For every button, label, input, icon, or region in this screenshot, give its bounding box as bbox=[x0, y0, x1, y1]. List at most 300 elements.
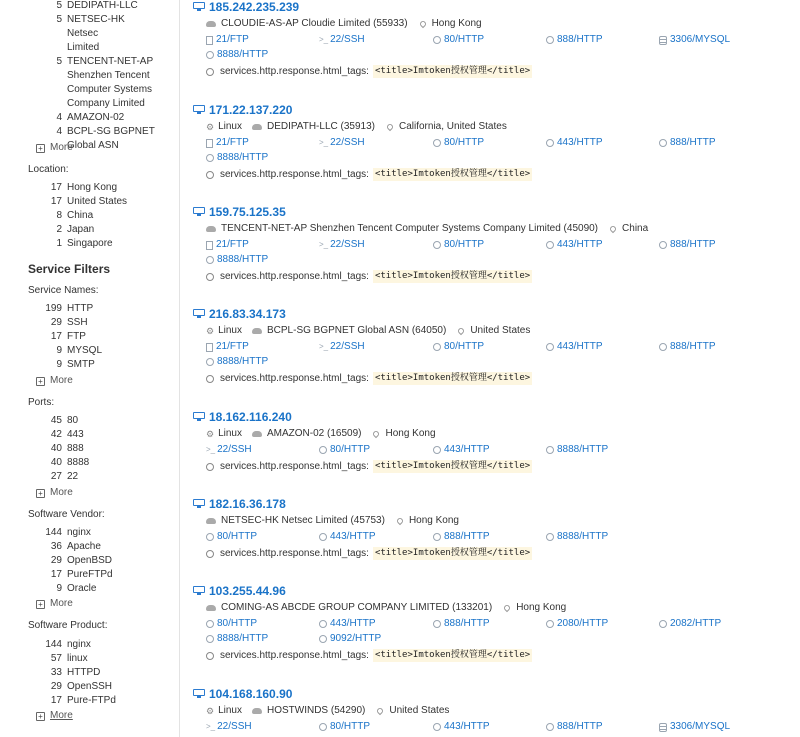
globe-icon bbox=[319, 620, 327, 628]
host-icon bbox=[193, 105, 205, 115]
os-info bbox=[206, 325, 242, 337]
html-tag-match bbox=[206, 649, 532, 662]
host-icon bbox=[193, 2, 205, 12]
result-ip[interactable]: 216.83.34.173 bbox=[209, 307, 286, 321]
service-link[interactable] bbox=[659, 239, 716, 251]
software-vendor-filter-item[interactable] bbox=[0, 568, 180, 582]
service-link[interactable] bbox=[206, 239, 249, 251]
result-card bbox=[193, 205, 793, 305]
filter-label: Oracle bbox=[67, 583, 97, 594]
expand-icon: + bbox=[36, 712, 45, 721]
more-link[interactable] bbox=[36, 598, 73, 610]
expand-icon: + bbox=[36, 144, 45, 153]
service-link[interactable] bbox=[433, 531, 490, 543]
globe-icon bbox=[546, 446, 554, 454]
result-ip[interactable]: 182.16.36.178 bbox=[209, 497, 286, 511]
globe-icon bbox=[659, 343, 667, 351]
cloud-icon bbox=[252, 328, 262, 334]
service-label: 8888/HTTP bbox=[217, 633, 269, 644]
file-icon bbox=[206, 343, 213, 352]
port-filter-item[interactable] bbox=[0, 456, 180, 470]
filter-section-label: Software Vendor: bbox=[28, 509, 105, 520]
filter-count bbox=[0, 97, 67, 111]
service-link[interactable] bbox=[319, 633, 381, 645]
location-info bbox=[395, 515, 459, 527]
location-name: California, United States bbox=[398, 121, 507, 132]
software-product-filter-item[interactable] bbox=[0, 638, 180, 652]
filter-count bbox=[0, 83, 67, 97]
filter-count: 17 bbox=[50, 331, 62, 342]
service-link[interactable] bbox=[546, 239, 603, 251]
result-ip[interactable]: 103.255.44.96 bbox=[209, 584, 286, 598]
globe-icon bbox=[433, 723, 441, 731]
service-link[interactable] bbox=[319, 444, 370, 456]
filter-count: 42 bbox=[50, 429, 62, 440]
as-filter-group bbox=[0, 0, 180, 153]
software-product-filter-item[interactable] bbox=[0, 666, 180, 680]
service-label: 8888/HTTP bbox=[217, 356, 269, 367]
software-vendor-filter-item[interactable] bbox=[0, 540, 180, 554]
host-icon-screen bbox=[193, 586, 205, 593]
result-ip[interactable]: 104.168.160.90 bbox=[209, 687, 293, 701]
as-filter-item[interactable] bbox=[0, 125, 180, 139]
result-ip-link[interactable] bbox=[193, 307, 286, 321]
filter-label: Apache bbox=[67, 541, 101, 552]
as-filter-item[interactable] bbox=[0, 13, 180, 41]
asn-name: BCPL-SG BGPNET Global ASN (64050) bbox=[266, 325, 447, 336]
filter-section-label: Software Product: bbox=[28, 620, 108, 631]
result-ip-link[interactable] bbox=[193, 103, 292, 117]
filter-count: 17 bbox=[50, 695, 62, 706]
service-name-filter-item[interactable] bbox=[0, 358, 180, 372]
globe-icon bbox=[319, 723, 327, 731]
tag-field: services.http.response.html_tags: bbox=[220, 373, 369, 384]
service-link[interactable] bbox=[433, 137, 484, 149]
globe-icon bbox=[206, 51, 214, 59]
host-icon-screen bbox=[193, 499, 205, 506]
result-card bbox=[193, 584, 793, 684]
service-link[interactable] bbox=[206, 633, 268, 645]
service-label: 22/SSH bbox=[330, 34, 365, 45]
filter-label: nginx bbox=[67, 639, 91, 650]
tag-value: <title>Imtoken授权管理</title> bbox=[374, 271, 531, 281]
tag-value: <title>Imtoken授权管理</title> bbox=[374, 169, 531, 179]
location-name: United States bbox=[470, 325, 531, 336]
as-filter-item[interactable] bbox=[0, 0, 180, 13]
location-info bbox=[371, 428, 435, 440]
service-name-filter-item[interactable] bbox=[0, 316, 180, 330]
service-link[interactable] bbox=[433, 618, 490, 630]
asn-info bbox=[252, 121, 375, 133]
service-label: 443/HTTP bbox=[444, 721, 490, 732]
filter-count: 9 bbox=[56, 359, 62, 370]
location-filter-item[interactable] bbox=[0, 209, 180, 223]
service-label: 22/SSH bbox=[330, 341, 365, 352]
host-icon-stand bbox=[197, 9, 201, 11]
location-pin-icon bbox=[609, 225, 617, 233]
service-link[interactable] bbox=[433, 444, 490, 456]
filter-label: NETSEC-HK Netsec bbox=[67, 14, 125, 39]
terminal-icon: >_ bbox=[206, 445, 216, 454]
service-link[interactable] bbox=[659, 34, 730, 46]
result-ip[interactable]: 185.242.235.239 bbox=[209, 0, 300, 14]
result-ip-link[interactable] bbox=[193, 410, 292, 424]
asn-info bbox=[206, 18, 408, 30]
globe-icon bbox=[659, 241, 667, 249]
location-info bbox=[418, 18, 482, 30]
filter-count: 5 bbox=[56, 56, 62, 67]
globe-icon bbox=[206, 154, 214, 162]
location-pin-icon bbox=[372, 430, 380, 438]
service-link[interactable] bbox=[206, 34, 249, 46]
host-icon bbox=[193, 207, 205, 217]
host-icon bbox=[193, 499, 205, 509]
filter-label: AMAZON-02 bbox=[67, 112, 125, 123]
service-label: 8888/HTTP bbox=[217, 254, 269, 265]
location-info bbox=[375, 705, 449, 717]
cloud-icon bbox=[252, 708, 262, 714]
globe-icon bbox=[546, 241, 554, 249]
location-pin-icon bbox=[376, 707, 384, 715]
location-name: United States bbox=[389, 705, 450, 716]
service-label: 443/HTTP bbox=[330, 618, 376, 629]
file-icon bbox=[206, 241, 213, 250]
service-link[interactable] bbox=[433, 34, 484, 46]
service-name-filter-item[interactable] bbox=[0, 302, 180, 316]
filter-label: Global ASN bbox=[67, 140, 119, 151]
service-label: 888/HTTP bbox=[670, 239, 716, 250]
filter-section-label: Service Names: bbox=[28, 285, 99, 296]
globe-icon bbox=[433, 446, 441, 454]
asn-info bbox=[252, 325, 446, 337]
location-filter-item[interactable] bbox=[0, 195, 180, 209]
os-icon: ⚙ bbox=[206, 706, 215, 716]
service-name-filter-item[interactable] bbox=[0, 344, 180, 358]
search-icon bbox=[206, 375, 214, 383]
filter-count: 9 bbox=[56, 345, 62, 356]
host-icon-stand bbox=[197, 419, 201, 421]
service-link[interactable] bbox=[546, 341, 603, 353]
filter-label: Company Limited bbox=[67, 98, 145, 109]
filter-count: 17 bbox=[50, 569, 62, 580]
service-link[interactable] bbox=[433, 341, 484, 353]
os-name: Linux bbox=[218, 428, 242, 439]
service-label: 888/HTTP bbox=[444, 531, 490, 542]
service-link[interactable] bbox=[206, 721, 252, 733]
service-label: 2080/HTTP bbox=[557, 618, 609, 629]
asn-name: NETSEC-HK Netsec Limited (45753) bbox=[221, 515, 385, 526]
host-icon-screen bbox=[193, 689, 205, 696]
filter-count: 29 bbox=[50, 681, 62, 692]
filter-label: Singapore bbox=[67, 238, 113, 249]
as-filter-item[interactable] bbox=[0, 139, 180, 153]
asn-info bbox=[206, 602, 492, 614]
service-label: 888/HTTP bbox=[444, 618, 490, 629]
tag-field: services.http.response.html_tags: bbox=[220, 66, 369, 77]
globe-icon bbox=[546, 139, 554, 147]
service-label: 80/HTTP bbox=[444, 341, 485, 352]
filter-count: 33 bbox=[50, 667, 62, 678]
result-meta bbox=[206, 18, 492, 30]
cloud-icon bbox=[252, 431, 262, 437]
location-filter-item[interactable] bbox=[0, 237, 180, 251]
result-ip[interactable]: 18.162.116.240 bbox=[209, 410, 292, 424]
globe-icon bbox=[433, 533, 441, 541]
host-icon-screen bbox=[193, 207, 205, 214]
more-label: More bbox=[50, 598, 73, 609]
globe-icon bbox=[546, 36, 554, 44]
result-meta bbox=[206, 515, 469, 527]
service-label: 9092/HTTP bbox=[330, 633, 382, 644]
filter-label: OpenBSD bbox=[67, 555, 113, 566]
os-name: Linux bbox=[218, 325, 242, 336]
asn-info bbox=[252, 428, 361, 440]
service-link[interactable] bbox=[206, 341, 249, 353]
location-info bbox=[385, 121, 507, 133]
as-filter-item[interactable] bbox=[0, 55, 180, 69]
html-tag-match bbox=[206, 372, 532, 385]
os-icon: ⚙ bbox=[206, 326, 215, 336]
os-info bbox=[206, 428, 242, 440]
service-label: 443/HTTP bbox=[557, 137, 603, 148]
filter-label: DEDIPATH-LLC bbox=[67, 0, 138, 11]
file-icon bbox=[206, 139, 213, 148]
filter-label: SMTP bbox=[67, 359, 95, 370]
location-pin-icon bbox=[396, 517, 404, 525]
globe-icon bbox=[433, 241, 441, 249]
service-link[interactable] bbox=[659, 341, 716, 353]
service-link[interactable] bbox=[659, 721, 730, 733]
service-name-filter-item[interactable] bbox=[0, 330, 180, 344]
service-link[interactable] bbox=[319, 531, 376, 543]
globe-icon bbox=[206, 620, 214, 628]
host-icon bbox=[193, 309, 205, 319]
location-filter-item[interactable] bbox=[0, 223, 180, 237]
host-icon-stand bbox=[197, 112, 201, 114]
service-label: 888/HTTP bbox=[670, 341, 716, 352]
location-info bbox=[456, 325, 530, 337]
result-meta bbox=[206, 428, 446, 440]
service-link[interactable] bbox=[433, 239, 484, 251]
filter-label: 443 bbox=[67, 429, 84, 440]
database-icon bbox=[659, 36, 667, 45]
search-icon bbox=[206, 68, 214, 76]
service-name-filter-group bbox=[0, 302, 180, 372]
host-icon bbox=[193, 689, 205, 699]
service-link[interactable] bbox=[206, 618, 257, 630]
filter-count: 4 bbox=[56, 112, 62, 123]
filter-count: 17 bbox=[50, 196, 62, 207]
port-filter-item[interactable] bbox=[0, 442, 180, 456]
filter-label: HTTP bbox=[67, 303, 94, 314]
service-link[interactable] bbox=[206, 531, 257, 543]
service-link[interactable] bbox=[319, 721, 370, 733]
service-link[interactable] bbox=[433, 721, 490, 733]
location-filter-group bbox=[0, 181, 180, 251]
filter-label: Limited bbox=[67, 42, 100, 53]
software-product-filter-item[interactable] bbox=[0, 694, 180, 708]
tag-value: <title>Imtoken授权管理</title> bbox=[374, 66, 531, 76]
location-name: Hong Kong bbox=[408, 515, 459, 526]
filter-label: OpenSSH bbox=[67, 681, 113, 692]
filter-count bbox=[0, 41, 67, 55]
port-filter-item[interactable] bbox=[0, 428, 180, 442]
service-link[interactable] bbox=[659, 618, 721, 630]
os-name: Linux bbox=[218, 705, 242, 716]
service-label: 8888/HTTP bbox=[557, 531, 609, 542]
service-link[interactable] bbox=[546, 721, 603, 733]
asn-name: CLOUDIE-AS-AP Cloudie Limited (55933) bbox=[221, 18, 408, 29]
more-link[interactable] bbox=[36, 142, 73, 154]
service-label: 80/HTTP bbox=[444, 34, 485, 45]
asn-name: COMING-AS ABCDE GROUP COMPANY LIMITED (133201) bbox=[221, 602, 493, 613]
result-ip-link[interactable] bbox=[193, 497, 286, 511]
service-link[interactable] bbox=[546, 137, 603, 149]
software-product-filter-group bbox=[0, 638, 180, 708]
service-filters-title: Service Filters bbox=[28, 262, 111, 276]
more-link[interactable] bbox=[36, 375, 73, 387]
database-icon bbox=[659, 723, 667, 732]
service-link[interactable] bbox=[206, 254, 268, 266]
html-tag-match bbox=[206, 547, 532, 560]
html-tag-match bbox=[206, 168, 532, 181]
service-link[interactable] bbox=[659, 137, 716, 149]
service-label: 21/FTP bbox=[216, 137, 249, 148]
tag-value: <title>Imtoken授权管理</title> bbox=[374, 461, 531, 471]
html-tag-match bbox=[206, 460, 532, 473]
asn-info bbox=[206, 515, 385, 527]
globe-icon bbox=[546, 620, 554, 628]
globe-icon bbox=[206, 358, 214, 366]
filter-count: 5 bbox=[56, 14, 62, 25]
globe-icon bbox=[206, 533, 214, 541]
globe-icon bbox=[433, 36, 441, 44]
os-icon: ⚙ bbox=[206, 122, 215, 132]
service-link[interactable] bbox=[206, 49, 268, 61]
service-link[interactable] bbox=[319, 618, 376, 630]
expand-icon: + bbox=[36, 600, 45, 609]
port-filter-item[interactable] bbox=[0, 470, 180, 484]
asn-name: DEDIPATH-LLC (35913) bbox=[266, 121, 375, 132]
more-label: More bbox=[50, 710, 73, 721]
port-filter-item[interactable] bbox=[0, 414, 180, 428]
result-ip[interactable]: 159.75.125.35 bbox=[209, 205, 286, 219]
as-filter-item[interactable] bbox=[0, 41, 180, 55]
filter-label: 80 bbox=[67, 415, 79, 426]
filter-label: China bbox=[67, 210, 94, 221]
software-vendor-filter-group bbox=[0, 526, 180, 596]
location-name: Hong Kong bbox=[385, 428, 436, 439]
result-card bbox=[193, 307, 793, 407]
service-label: 888/HTTP bbox=[557, 721, 603, 732]
software-vendor-filter-item[interactable] bbox=[0, 582, 180, 596]
result-ip-link[interactable] bbox=[193, 584, 286, 598]
more-link[interactable] bbox=[36, 710, 73, 722]
terminal-icon: >_ bbox=[319, 240, 329, 249]
filter-count: 45 bbox=[50, 415, 62, 426]
globe-icon bbox=[319, 533, 327, 541]
asn-name: HOSTWINDS (54290) bbox=[266, 705, 366, 716]
service-label: 21/FTP bbox=[216, 34, 249, 45]
more-label: More bbox=[50, 142, 73, 153]
search-icon bbox=[206, 463, 214, 471]
service-link[interactable] bbox=[319, 341, 365, 353]
filter-count: 40 bbox=[50, 457, 62, 468]
terminal-icon: >_ bbox=[319, 342, 329, 351]
service-link[interactable] bbox=[546, 531, 608, 543]
filter-count: 40 bbox=[50, 443, 62, 454]
filter-label: Pure-FTPd bbox=[67, 695, 116, 706]
cloud-icon bbox=[206, 226, 216, 232]
host-icon bbox=[193, 586, 205, 596]
filter-count bbox=[0, 69, 67, 83]
software-vendor-filter-item[interactable] bbox=[0, 554, 180, 568]
service-link[interactable] bbox=[546, 444, 608, 456]
filter-label: TENCENT-NET-AP bbox=[67, 56, 154, 67]
more-link[interactable] bbox=[36, 487, 73, 499]
tag-field: services.http.response.html_tags: bbox=[220, 548, 369, 559]
service-link[interactable] bbox=[546, 618, 608, 630]
result-ip-link[interactable] bbox=[193, 205, 286, 219]
as-filter-item[interactable] bbox=[0, 83, 180, 97]
filter-count: 5 bbox=[56, 0, 62, 11]
search-icon bbox=[206, 652, 214, 660]
cloud-icon bbox=[206, 518, 216, 524]
asn-info bbox=[206, 223, 598, 235]
as-filter-item[interactable] bbox=[0, 111, 180, 125]
host-icon-screen bbox=[193, 2, 205, 9]
software-vendor-filter-item[interactable] bbox=[0, 526, 180, 540]
globe-icon bbox=[433, 343, 441, 351]
more-label: More bbox=[50, 487, 73, 498]
service-label: 443/HTTP bbox=[444, 444, 490, 455]
result-ip-link[interactable] bbox=[193, 0, 299, 14]
location-pin-icon bbox=[457, 327, 465, 335]
service-link[interactable] bbox=[206, 137, 249, 149]
service-link[interactable] bbox=[319, 34, 365, 46]
service-label: 2082/HTTP bbox=[670, 618, 722, 629]
filter-count: 27 bbox=[50, 471, 62, 482]
filter-count: 2 bbox=[56, 224, 62, 235]
result-meta bbox=[206, 602, 576, 614]
tag-field: services.http.response.html_tags: bbox=[220, 271, 369, 282]
result-card bbox=[193, 687, 793, 737]
service-link[interactable] bbox=[206, 444, 252, 456]
service-link[interactable] bbox=[206, 356, 268, 368]
location-pin-icon bbox=[418, 20, 426, 28]
service-link[interactable] bbox=[319, 239, 365, 251]
software-product-filter-item[interactable] bbox=[0, 680, 180, 694]
result-ip[interactable]: 171.22.137.220 bbox=[209, 103, 293, 117]
service-link[interactable] bbox=[546, 34, 603, 46]
service-link[interactable] bbox=[319, 137, 365, 149]
cloud-icon bbox=[252, 124, 262, 130]
host-icon-screen bbox=[193, 412, 205, 419]
search-icon bbox=[206, 273, 214, 281]
as-filter-item[interactable] bbox=[0, 69, 180, 83]
host-icon-stand bbox=[197, 593, 201, 595]
location-filter-item[interactable] bbox=[0, 181, 180, 195]
terminal-icon: >_ bbox=[319, 35, 329, 44]
software-product-filter-item[interactable] bbox=[0, 652, 180, 666]
filter-count: 144 bbox=[45, 527, 62, 538]
search-icon bbox=[206, 171, 214, 179]
result-ip-link[interactable] bbox=[193, 687, 292, 701]
html-tag-match bbox=[206, 270, 532, 283]
service-link[interactable] bbox=[206, 152, 268, 164]
as-filter-item[interactable] bbox=[0, 97, 180, 111]
result-card bbox=[193, 0, 793, 100]
